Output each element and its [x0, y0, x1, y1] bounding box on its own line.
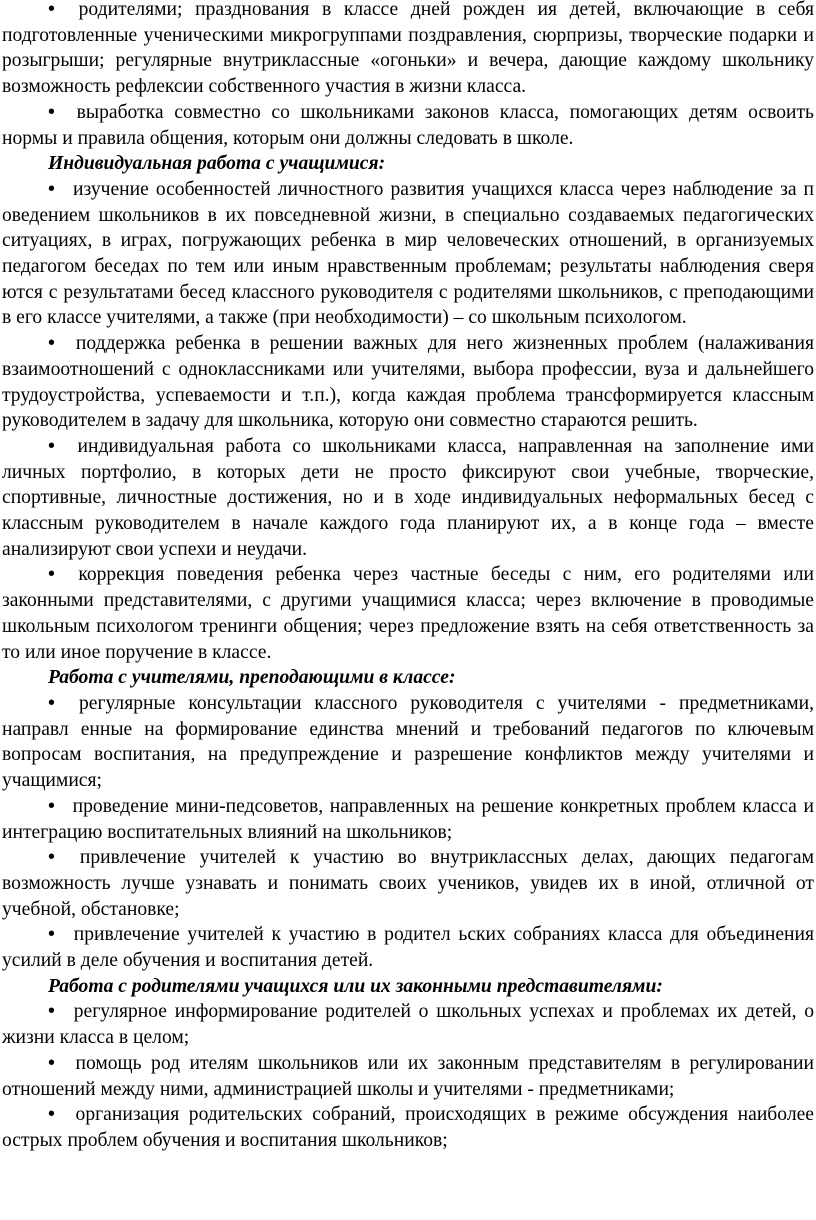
list-item-text: проведение мини-педсоветов, направленных на решение конкретных проблем класса и интеграцию воспитательных влияний на школьников;	[2, 795, 814, 843]
list-item	[2, 434, 814, 563]
list-item-text: родителями; празднования в классе дней рожден ия детей, включающие в себя подготовленные ученическими микрогруппами поздравления, сюрпризы, творческие подарки и розыгрыши; регулярные внутриклассные «огоньки» и вечера, дающие каждому школьнику возможность рефлексии собственного участия в жизни класса.	[2, 0, 814, 98]
bullet-icon: •	[48, 0, 55, 20]
bullet-icon: •	[48, 435, 55, 457]
list-item	[2, 691, 814, 794]
bullet-icon: •	[48, 1104, 55, 1126]
list-item-text: индивидуальная работа со школьниками класса, направленная на заполнение ими личных портфолио, в которых дети не просто фиксируют свои учебные, творческие, спортивные, личностные достижения, но и в ходе индивидуальных неформальных бесед с классным руководителем в начале каждого года планируют их, а в конце года – вместе анализируют свои успехи и неудачи.	[2, 435, 814, 560]
list-item	[2, 1051, 814, 1102]
bullet-icon: •	[48, 1001, 55, 1023]
list-item-text: изучение особенностей личностного развития учащихся класса через наблюдение за п оведением школьников в их повседневной жизни, в специально создаваемых педагогических ситуациях, в играх, погружающих ребенка в мир человеческих отношений, в организуемых педагогом беседах по тем или иным нравственным проблемам; результаты наблюдения сверя ются с результатами бесед классного руководителя с родителями школьников, с преподающими в его классе учителями, а также (при необходимости) – со школьным психологом.	[2, 178, 814, 329]
section-heading: Индивидуальная работа с учащимися:	[48, 153, 386, 175]
section-heading: Работа с учителями, преподающими в классе:	[48, 667, 456, 689]
list-item	[2, 999, 814, 1050]
list-item	[2, 177, 814, 331]
bullet-icon: •	[48, 1052, 55, 1074]
list-item	[2, 1102, 814, 1153]
list-item	[2, 562, 814, 665]
list-item-text: регулярные консультации классного руководителя с учителями - предметниками, направл енные на формирование единства мнений и требований педагогов по ключевым вопросам воспитания, на предупреждение и разрешение конфликтов между учителями и учащимися;	[2, 692, 814, 792]
list-item-text: привлечение учителей к участию во внутриклассных делах, дающих педагогам возможность лучше узнавать и понимать своих учеников, увидев их в иной, отличной от учебной, обстановке;	[2, 847, 814, 920]
bullet-icon: •	[48, 795, 55, 817]
bullet-icon: •	[48, 101, 55, 123]
list-item-text: организация родительских собраний, происходящих в режиме обсуждения наиболее острых проблем обучения и воспитания школьников;	[2, 1104, 814, 1151]
document-page	[2, 0, 814, 1154]
bullet-icon: •	[48, 178, 55, 200]
list-item	[2, 845, 814, 922]
list-item	[2, 331, 814, 434]
list-item-text: привлечение учителей к участию в родител ьских собраниях класса для объединения усилий в деле обучения и воспитания детей.	[2, 924, 814, 972]
list-item	[2, 0, 814, 100]
list-item-text: поддержка ребенка в решении важных для него жизненных проблем (налаживания взаимоотношений с одноклассниками или учителями, выбора профессии, вуза и дальнейшего трудоустройства, успеваемости и т.п.), когда каждая проблема трансформируется классным руководителем в задачу для школьника, которую они совместно стараются решить.	[2, 333, 815, 432]
list-item-text: выработка совместно со школьниками законов класса, помогающих детям освоить нормы и правила общения, которым они должны следовать в школе.	[2, 101, 814, 149]
bullet-icon: •	[48, 847, 55, 869]
list-item-text: коррекция поведения ребенка через частные беседы с ним, его родителями или законными представителями, с другими учащимися класса; через включение в проводимые школьным психологом тренинги общения; через предложение взять на себя ответственность за то или иное поручение в классе.	[2, 564, 815, 663]
list-item	[2, 794, 814, 845]
bullet-icon: •	[48, 924, 55, 946]
list-item-text: помощь род ителям школьников или их законным представителям в регулировании отношений между ними, администрацией школы и учителями - предметниками;	[2, 1052, 815, 1100]
bullet-icon: •	[48, 564, 55, 586]
bullet-icon: •	[48, 333, 55, 355]
list-item	[2, 100, 814, 151]
list-item-text: регулярное информирование родителей о школьных успехах и проблемах их детей, о жизни класса в целом;	[2, 1001, 814, 1049]
list-item	[2, 922, 814, 973]
section-heading: Работа с родителями учащихся или их законными представителями:	[48, 975, 663, 997]
bullet-icon: •	[48, 692, 55, 714]
